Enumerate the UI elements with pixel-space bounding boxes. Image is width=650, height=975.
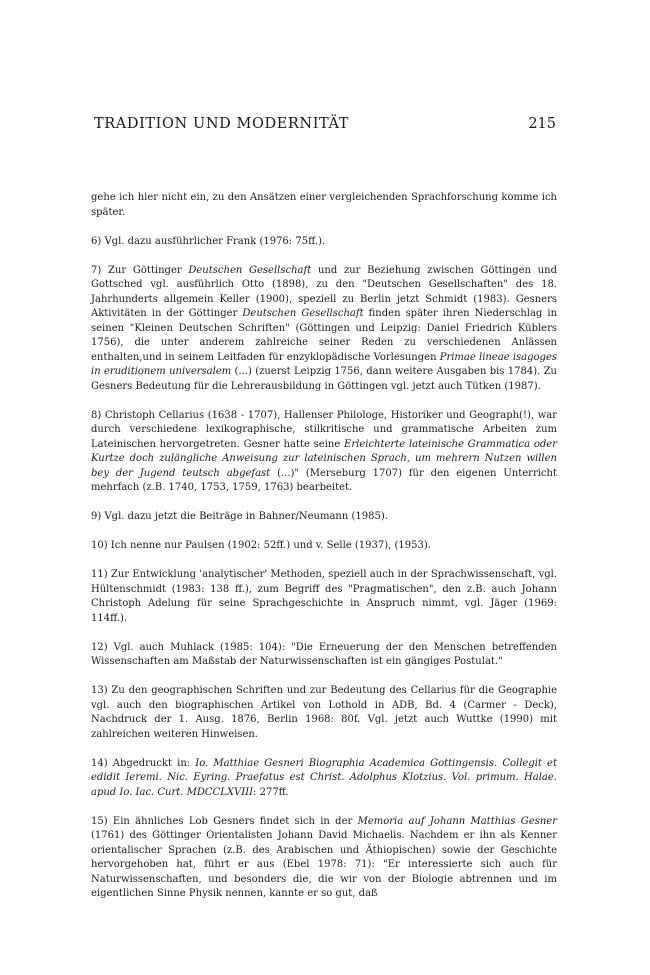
italic-title: Memoria auf Johann Matthias Gesner (357, 815, 557, 827)
footnote-14 (91, 757, 557, 801)
note-text: 9) Vgl. dazu jetzt die Beiträge in Bahner/Neumann (1985). (91, 511, 388, 522)
footnote-9 (91, 510, 557, 525)
footnote-13 (91, 684, 557, 742)
note-text: : 277ff. (253, 786, 289, 798)
italic-title: Erleichterte lateinische Grammatica oder Kurtze doch zulängliche Anweisung zur lateinischen Sprach, um mehrern Nutzen willen bey der Jugend teutsch abgefast (91, 438, 557, 479)
note-text: (...) (zuerst Leipzig 1756, dann weitere Ausgaben bis 1784). Zu Gesners Bedeutung für die Lehrerausbildung in Göttingen vgl. jetzt auch Tütken (1987). (91, 366, 557, 392)
note-text: 13) Zu den geographischen Schriften und zur Bedeutung des Cellarius für die Geographie vgl. auch den biographischen Artikel von Lothold in ADB, Bd. 4 (Carmer - Deck), Nachdruck der 1. Ausg. 1876, Berlin 1968: 80f. Vgl. jetzt auch Wuttke (1990) mit zahlreichen weiteren Hinweisen. (91, 685, 557, 740)
italic-title: Deutschen Gesellschaft (242, 308, 364, 319)
note-text: finden später ihren Niederschlag in seinen "Kleinen Deutschen Schriften" (Göttingen und Leipzig: Daniel Friedrich Küblers 1756), die unter anderem zahlreiche seiner Reden zu verschiedenen Anlässen enthalten,und in seinem Leitfaden für enzyklopädische Vorlesungen (91, 308, 558, 363)
footnote-6 (91, 235, 557, 250)
note-text: 12) Vgl. auch Muhlack (1985: 104): "Die Erneuerung der den Menschen betreffenden Wissenschaften am Maßstab der Naturwissenschaften ist ein gängiges Postulat." (91, 641, 557, 667)
page-header (94, 116, 556, 136)
note-text: 6) Vgl. dazu ausführlicher Frank (1976: 75ff.). (91, 235, 326, 247)
note-text: 11) Zur Entwicklung 'analytischer' Methoden, speziell auch in der Sprachwissenschaft, vgl. Hültenschmidt (1983: 138 ff.), zum Begriff des "Pragmatischen", den z.B. auch Johann Christoph Adelung für seine Sprachgeschichte in Anspruch nimmt, vgl. Jäger (1969: 114ff.). (91, 569, 557, 624)
footnote-11 (91, 568, 557, 626)
note-text: (1761) des Göttinger Orientalisten Johann David Michaelis. Nachdem er ihn als Kenner orientalischer Sprachen (z.B. des Arabischen und Äthiopischen) sowie der Geschichte hervorgehoben hat, führt er aus (Ebel 1978: 71): "Er interessierte sich auch für Naturwissenschaften, und besonders die, die wir von der Biologie abtrennen und im eigentlichen Sinne Physik nennen, kannte er so gut, daß (91, 830, 557, 899)
footnote-continuation (91, 191, 557, 220)
note-text: 8) Christoph Cellarius (1638 - 1707), Hallenser Philologe, Historiker und Geograph(!), war durch verschiedene lexikographische, stilkritische und grammatische Arbeiten zum Lateinischen hervorgetreten. Gesner hatte seine (91, 409, 557, 450)
italic-title: Io. Matthiae Gesneri Biographia Academica Gottingensis. Collegit et edidit Ieremi. Nic. Eyring. Praefatus est Christ. Adolphus Klotzius. Vol. primum. Halae. apud Io. Iac. Curt. MDCCLXVIII (91, 757, 557, 798)
note-text: 10) Ich nenne nur Paulsen (1902: 52ff.) und v. Selle (1937), (1953). (91, 540, 431, 551)
page-number: 215 (528, 116, 556, 132)
footnote-15 (91, 815, 557, 902)
italic-title: Primae lineae isagoges in eruditionem universalem (91, 351, 558, 377)
note-text: und zur Beziehung zwischen Göttingen und Gottsched vgl. ausführlich Otto (1898), zu den "Deutschen Gesellschaften" des 18. Jahrhunderts allgemein Keller (1900), speziell zu Berlin jetzt Schmidt (1983). Gesners Aktivitäten in der Göttinger (91, 264, 557, 319)
footnote-8 (91, 409, 557, 496)
note-text: 14) Abgedruckt in: (91, 757, 196, 769)
italic-title: Deutschen Gesellschaft (188, 264, 312, 276)
footnote-12 (91, 641, 557, 670)
running-head: TRADITION UND MODERNITÄT (94, 116, 350, 132)
note-text: 15) Ein ähnliches Lob Gesners findet sich in der (91, 815, 358, 827)
note-text: 7) Zur Göttinger (91, 264, 189, 276)
footnotes-body (91, 191, 557, 916)
footnote-10 (91, 539, 557, 554)
note-text: gehe ich hier nicht ein, zu den Ansätzen einer vergleichenden Sprachforschung komme ich später. (91, 192, 557, 218)
note-text: (...)" (Merseburg 1707) für den eigenen Unterricht mehrfach (z.B. 1740, 1753, 1759, 1763) bearbeitet. (91, 467, 557, 493)
footnote-7 (91, 264, 557, 395)
